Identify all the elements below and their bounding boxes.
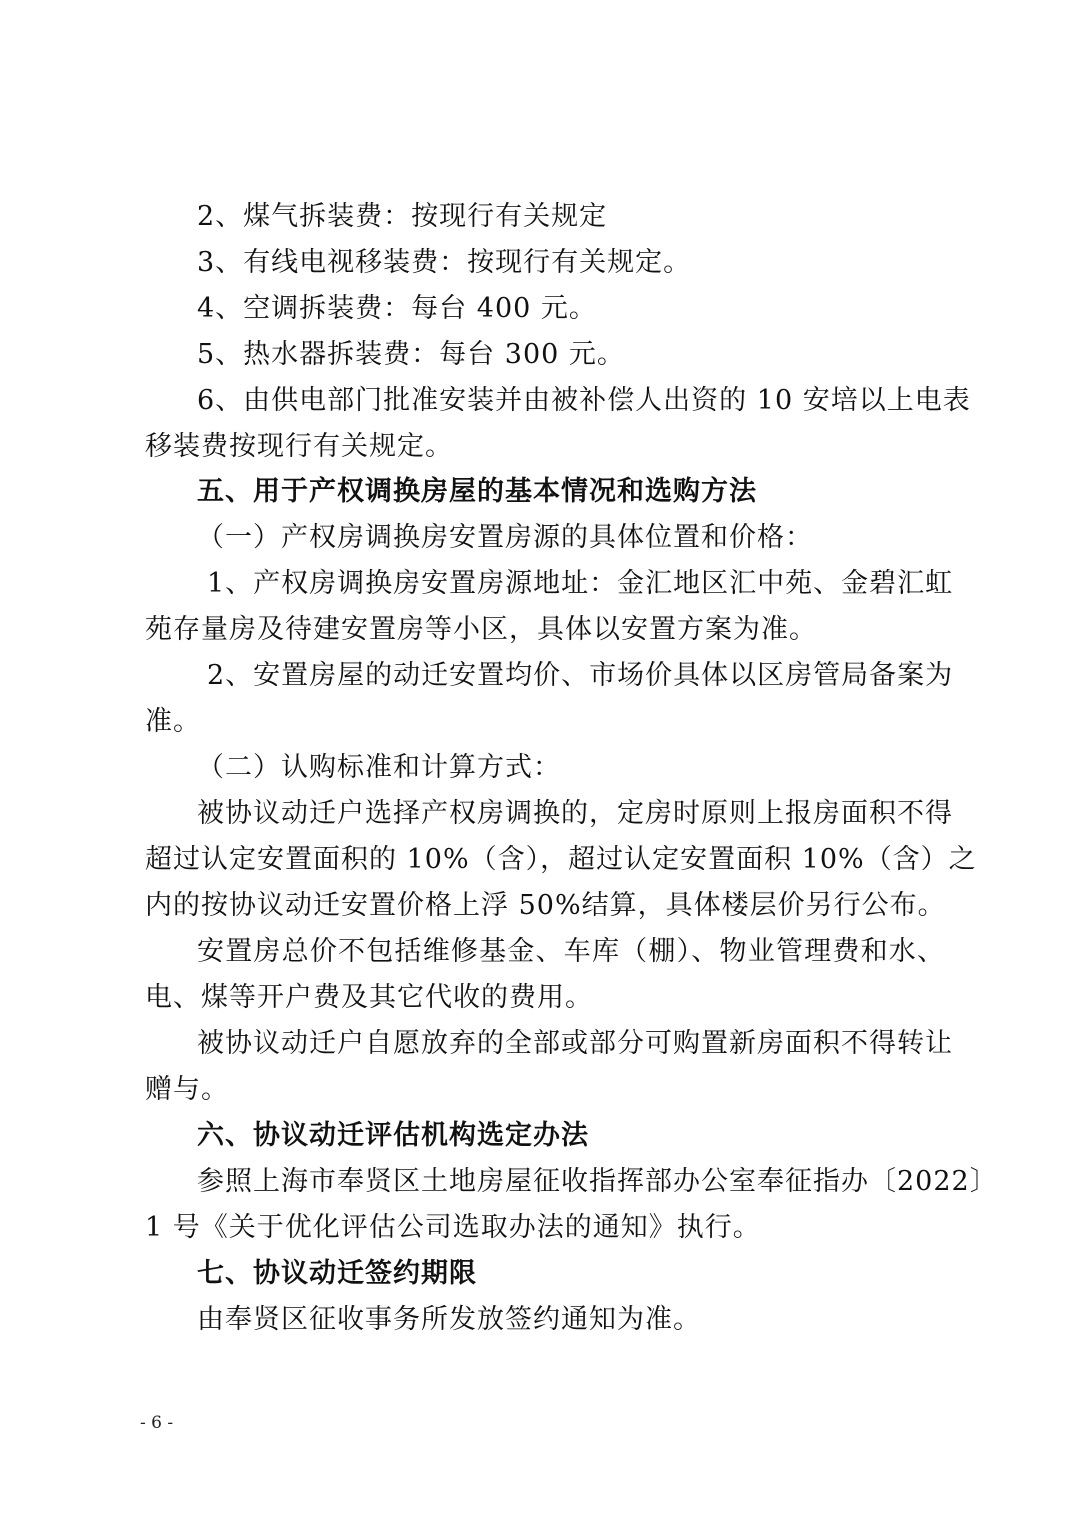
item-gas-fee: 2、煤气拆装费：按现行有关规定 — [197, 201, 608, 232]
paragraph-housing-price-cont: 准。 — [145, 706, 201, 737]
item-ac-fee: 4、空调拆装费：每台 400 元。 — [197, 293, 597, 324]
subsection-heading-5-2: （二）认购标准和计算方式： — [197, 752, 561, 783]
paragraph-purchase-standard-cont2: 内的按协议动迁安置价格上浮 50%结算，具体楼层价另行公布。 — [145, 890, 946, 921]
paragraph-abandon: 被协议动迁户自愿放弃的全部或部分可购置新房面积不得转让 — [197, 1028, 953, 1059]
paragraph-total-price: 安置房总价不包括维修基金、车库（棚）、物业管理费和水、 — [197, 936, 945, 967]
item-cable-tv-fee: 3、有线电视移装费：按现行有关规定。 — [197, 247, 692, 278]
paragraph-evaluation-cont: 1 号《关于优化评估公司选取办法的通知》执行。 — [145, 1212, 761, 1243]
item-meter-fee-cont: 移装费按现行有关规定。 — [145, 431, 453, 462]
item-water-heater-fee: 5、热水器拆装费：每台 300 元。 — [197, 339, 625, 370]
section-heading-7: 七、协议动迁签约期限 — [197, 1258, 477, 1289]
paragraph-housing-address: 1、产权房调换房安置房源地址：金汇地区汇中苑、金碧汇虹 — [207, 568, 954, 599]
paragraph-abandon-cont: 赠与。 — [145, 1074, 229, 1105]
section-heading-5: 五、用于产权调换房屋的基本情况和选购方法 — [197, 476, 757, 507]
paragraph-purchase-standard-cont1: 超过认定安置面积的 10%（含），超过认定安置面积 10%（含）之 — [145, 844, 977, 875]
paragraph-total-price-cont: 电、煤等开户费及其它代收的费用。 — [145, 982, 593, 1013]
paragraph-purchase-standard: 被协议动迁户选择产权房调换的，定房时原则上报房面积不得 — [197, 798, 953, 829]
paragraph-housing-address-cont: 苑存量房及待建安置房等小区，具体以安置方案为准。 — [145, 614, 817, 645]
paragraph-evaluation: 参照上海市奉贤区土地房屋征收指挥部办公室奉征指办〔2022〕 — [197, 1166, 998, 1197]
paragraph-signing-deadline: 由奉贤区征收事务所发放签约通知为准。 — [197, 1304, 701, 1335]
subsection-heading-5-1: （一）产权房调换房安置房源的具体位置和价格： — [197, 522, 813, 553]
item-meter-fee: 6、由供电部门批准安装并由被补偿人出资的 10 安培以上电表 — [197, 385, 971, 416]
section-heading-6: 六、协议动迁评估机构选定办法 — [197, 1120, 589, 1151]
paragraph-housing-price: 2、安置房屋的动迁安置均价、市场价具体以区房管局备案为 — [207, 660, 954, 691]
page-number: - 6 - — [140, 1413, 174, 1433]
